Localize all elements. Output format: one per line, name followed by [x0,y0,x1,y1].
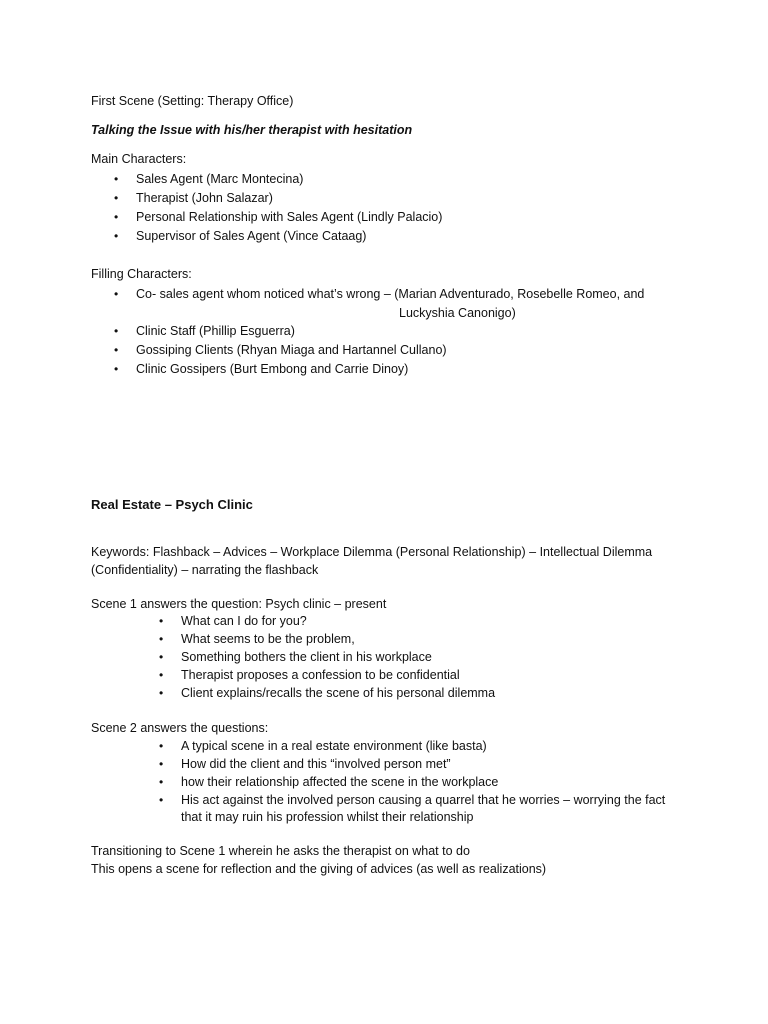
bullet-icon: • [159,668,164,682]
list-item: • Clinic Staff (Phillip Esguerra) [114,324,295,338]
reflection-line: This opens a scene for reflection and the giving of advices (as well as realizations) [91,862,547,876]
bullet-icon: • [159,632,164,646]
filling-first-continuation: Luckyshia Canonigo) [399,306,516,320]
filling-characters-list-rest [114,322,447,378]
bullet-icon: • [159,739,164,753]
scene1-label: Scene 1 answers the question: Psych clinic – present [91,597,387,611]
scene2-label: Scene 2 answers the questions: [91,721,269,735]
list-item: • how their relationship affected the scene in the workplace [159,775,499,789]
scene1-list [159,612,496,702]
bullet-icon: • [159,775,164,789]
bullet-icon: • [114,362,119,376]
bullet-icon: • [114,229,119,243]
filling-characters-label: Filling Characters: [91,267,192,281]
keywords-line-1: Keywords: Flashback – Advices – Workplace Dilemma (Personal Relationship) – Intellectual Dilemma [91,545,653,559]
list-item: • Therapist (John Salazar) [114,191,273,205]
list-item: • Something bothers the client in his workplace [159,650,432,664]
bullet-icon: • [159,757,164,771]
transition-line: Transitioning to Scene 1 wherein he asks the therapist on what to do [91,844,470,858]
bullet-icon: • [159,650,164,664]
bullet-icon: • [159,793,164,807]
scene2-list [159,737,666,809]
list-item: • Personal Relationship with Sales Agent (Lindly Palacio) [114,210,443,224]
list-item: • Clinic Gossipers (Burt Embong and Carrie Dinoy) [114,362,409,376]
main-characters-list [114,170,443,245]
list-item: • Therapist proposes a confession to be confidential [159,668,460,682]
bullet-icon: • [114,191,119,205]
list-item: • Gossiping Clients (Rhyan Miaga and Hartannel Cullano) [114,343,447,357]
keywords-line-2: (Confidentiality) – narrating the flashback [91,563,319,577]
section-heading: Real Estate – Psych Clinic [91,497,253,512]
bullet-icon: • [114,287,119,301]
bullet-icon: • [114,210,119,224]
list-item: • A typical scene in a real estate environment (like basta) [159,739,487,753]
list-item: • What seems to be the problem, [159,632,355,646]
bullet-icon: • [159,614,164,628]
scene-one-title: First Scene (Setting: Therapy Office) [91,94,294,108]
scene-one-subtitle: Talking the Issue with his/her therapist with hesitation [91,123,413,137]
bullet-icon: • [114,343,119,357]
list-item: • Client explains/recalls the scene of his personal dilemma [159,686,496,700]
list-item: • What can I do for you? [159,614,307,628]
list-item: • His act against the involved person causing a quarrel that he worries – worrying the fact [159,793,666,807]
bullet-icon: • [159,686,164,700]
list-item: • Sales Agent (Marc Montecina) [114,172,304,186]
scene2-last-continuation: that it may ruin his profession whilst their relationship [181,810,474,824]
list-item: • Supervisor of Sales Agent (Vince Cataag) [114,229,367,243]
list-item: • Co- sales agent whom noticed what’s wrong – (Marian Adventurado, Rosebelle Romeo, and [114,287,645,301]
list-item: • How did the client and this “involved person met” [159,757,451,771]
bullet-icon: • [114,324,119,338]
filling-characters-list [114,285,645,303]
main-characters-label: Main Characters: [91,152,187,166]
bullet-icon: • [114,172,119,186]
